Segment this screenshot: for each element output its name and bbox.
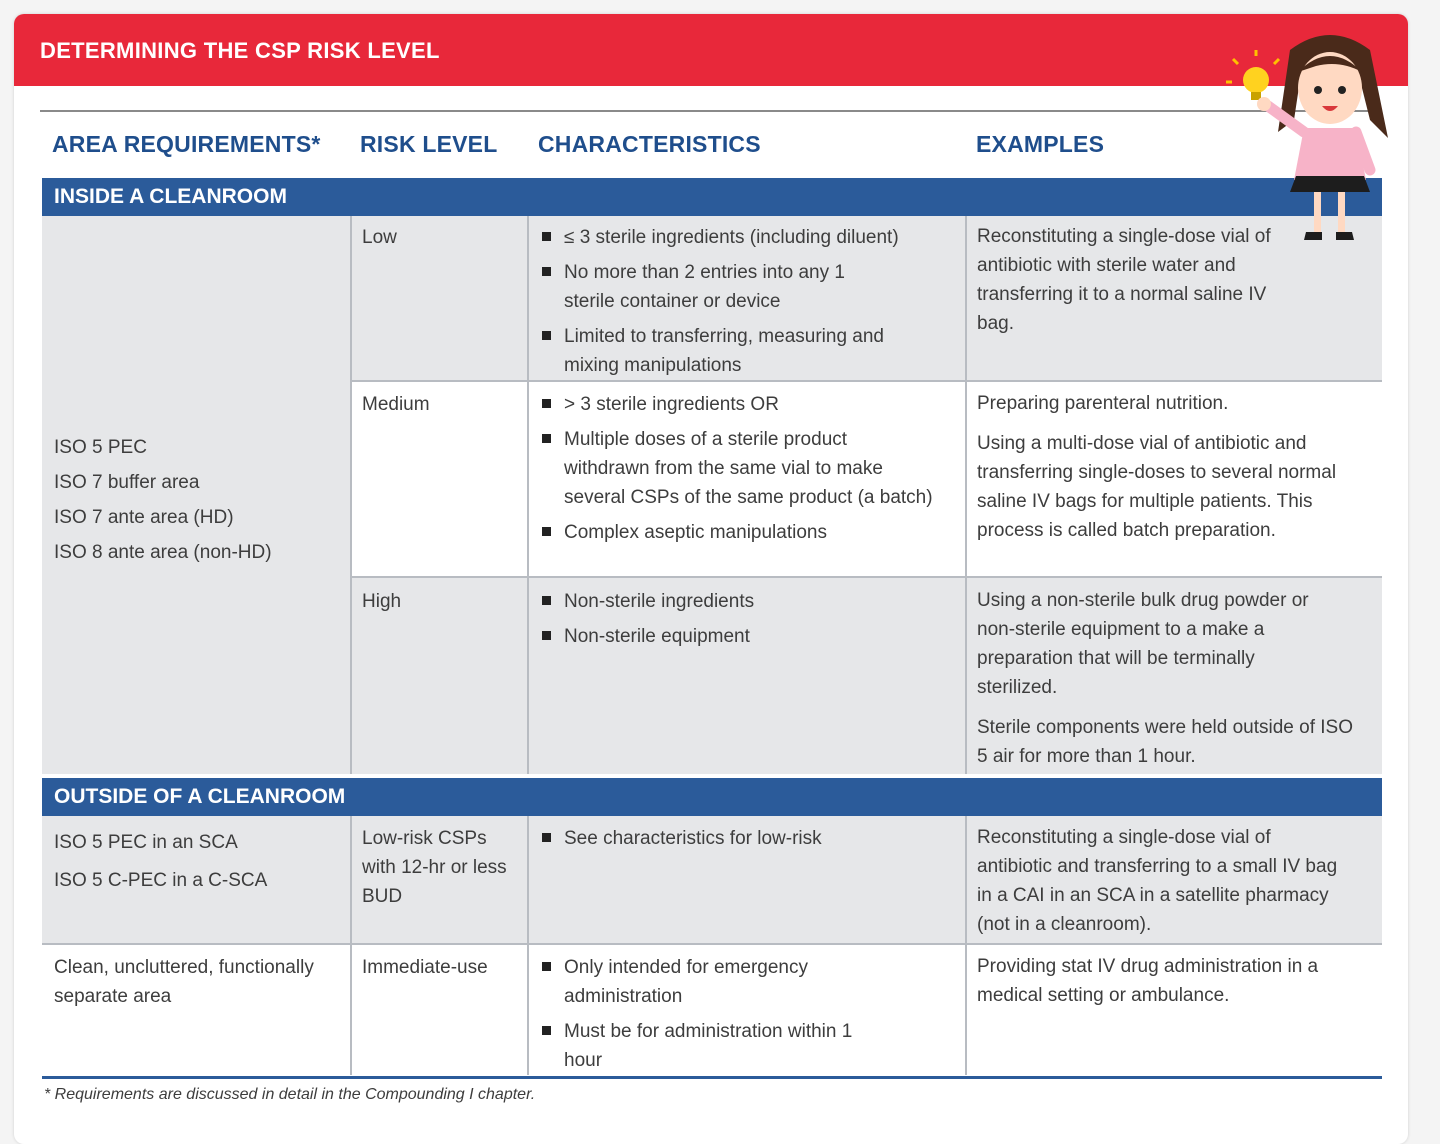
col-header-area: AREA REQUIREMENTS* <box>52 131 321 157</box>
example-text: Providing stat IV drug administration in a medical setting or ambulance. <box>977 956 1319 1006</box>
section-header-inside: INSIDE A CLEANROOM <box>42 178 1382 216</box>
examples-high <box>977 586 1367 782</box>
divider <box>350 816 352 1075</box>
inside-area-requirements <box>54 430 272 570</box>
example-text: Reconstituting a single-dose vial of antibiotic and transferring to a small IV bag in a CAI in an SCA in a satellite pharmacy (not in a cleanroom). <box>977 827 1338 935</box>
section-header-outside: OUTSIDE OF A CLEANROOM <box>42 778 1382 816</box>
area-line: ISO 5 PEC <box>54 437 147 458</box>
list-item: No more than 2 entries into any 1 sterile container or device <box>538 258 864 316</box>
divider <box>527 816 529 1075</box>
characteristics-outside-2 <box>538 953 868 1081</box>
col-header-risk: RISK LEVEL <box>360 131 498 157</box>
example-text: Sterile components were held outside of ISO 5 air for more than 1 hour. <box>977 717 1353 767</box>
example-text: Reconstituting a single-dose vial of antibiotic with sterile water and transferring it to a normal saline IV bag. <box>977 226 1271 334</box>
bottom-rule <box>42 1076 1382 1079</box>
col-header-characteristics: CHARACTERISTICS <box>538 131 761 157</box>
examples-outside-2 <box>977 952 1372 1021</box>
list-item: > 3 sterile ingredients OR <box>538 390 938 419</box>
lightbulb-icon <box>1226 50 1279 100</box>
list-item: Complex aseptic manipulations <box>538 518 938 547</box>
example-text: Using a non-sterile bulk drug powder or non-sterile equipment to a make a preparation that will be terminally sterilized. <box>977 590 1309 698</box>
area-line: Clean, uncluttered, functionally separate area <box>54 957 314 1007</box>
list-item: Non-sterile ingredients <box>538 587 938 616</box>
characteristics-high <box>538 587 938 657</box>
examples-outside-1 <box>977 823 1347 950</box>
divider <box>965 216 967 774</box>
divider <box>350 216 352 774</box>
area-line: ISO 8 ante area (non-HD) <box>54 542 272 563</box>
area-line: ISO 5 PEC in an SCA <box>54 832 238 853</box>
characteristics-medium <box>538 390 938 553</box>
divider <box>965 816 967 1075</box>
top-rule <box>40 110 1382 112</box>
area-line: ISO 7 buffer area <box>54 472 200 493</box>
divider <box>527 216 529 774</box>
area-line: ISO 5 C-PEC in a C-SCA <box>54 870 268 891</box>
risk-medium: Medium <box>362 394 430 415</box>
example-text: Preparing parenteral nutrition. <box>977 393 1229 414</box>
characteristics-outside-1 <box>538 824 938 859</box>
examples-medium <box>977 389 1362 556</box>
list-item: Non-sterile equipment <box>538 622 938 651</box>
risk-low-risk-csps: Low-risk CSPs with 12-hr or less BUD <box>362 828 507 907</box>
list-item: Limited to transferring, measuring and mixing manipulations <box>538 322 944 380</box>
outside-area-2 <box>54 953 314 1011</box>
col-header-examples: EXAMPLES <box>976 131 1105 157</box>
risk-high: High <box>362 591 402 612</box>
page-title: DETERMINING THE CSP RISK LEVEL <box>40 38 440 63</box>
area-line: ISO 7 ante area (HD) <box>54 507 234 528</box>
divider <box>352 576 1382 578</box>
list-item: Only intended for emergency administration <box>538 953 868 1011</box>
list-item: Must be for administration within 1 hour <box>538 1017 868 1075</box>
list-item: See characteristics for low-risk <box>538 824 938 853</box>
risk-immediate-use: Immediate-use <box>362 957 488 978</box>
risk-low: Low <box>362 227 397 248</box>
example-text: Using a multi-dose vial of antibiotic and transferring single-doses to several normal saline IV bags for multiple patients. This process is called batch preparation. <box>977 433 1337 541</box>
footnote: * Requirements are discussed in detail in the Compounding I chapter. <box>44 1086 536 1103</box>
character-illustration <box>1220 20 1410 250</box>
outside-area-1 <box>54 824 267 900</box>
list-item: ≤ 3 sterile ingredients (including diluent) <box>538 223 948 252</box>
list-item: Multiple doses of a sterile product withdrawn from the same vial to make several CSPs of the same product (a batch) <box>538 425 934 512</box>
characteristics-low <box>538 223 948 386</box>
